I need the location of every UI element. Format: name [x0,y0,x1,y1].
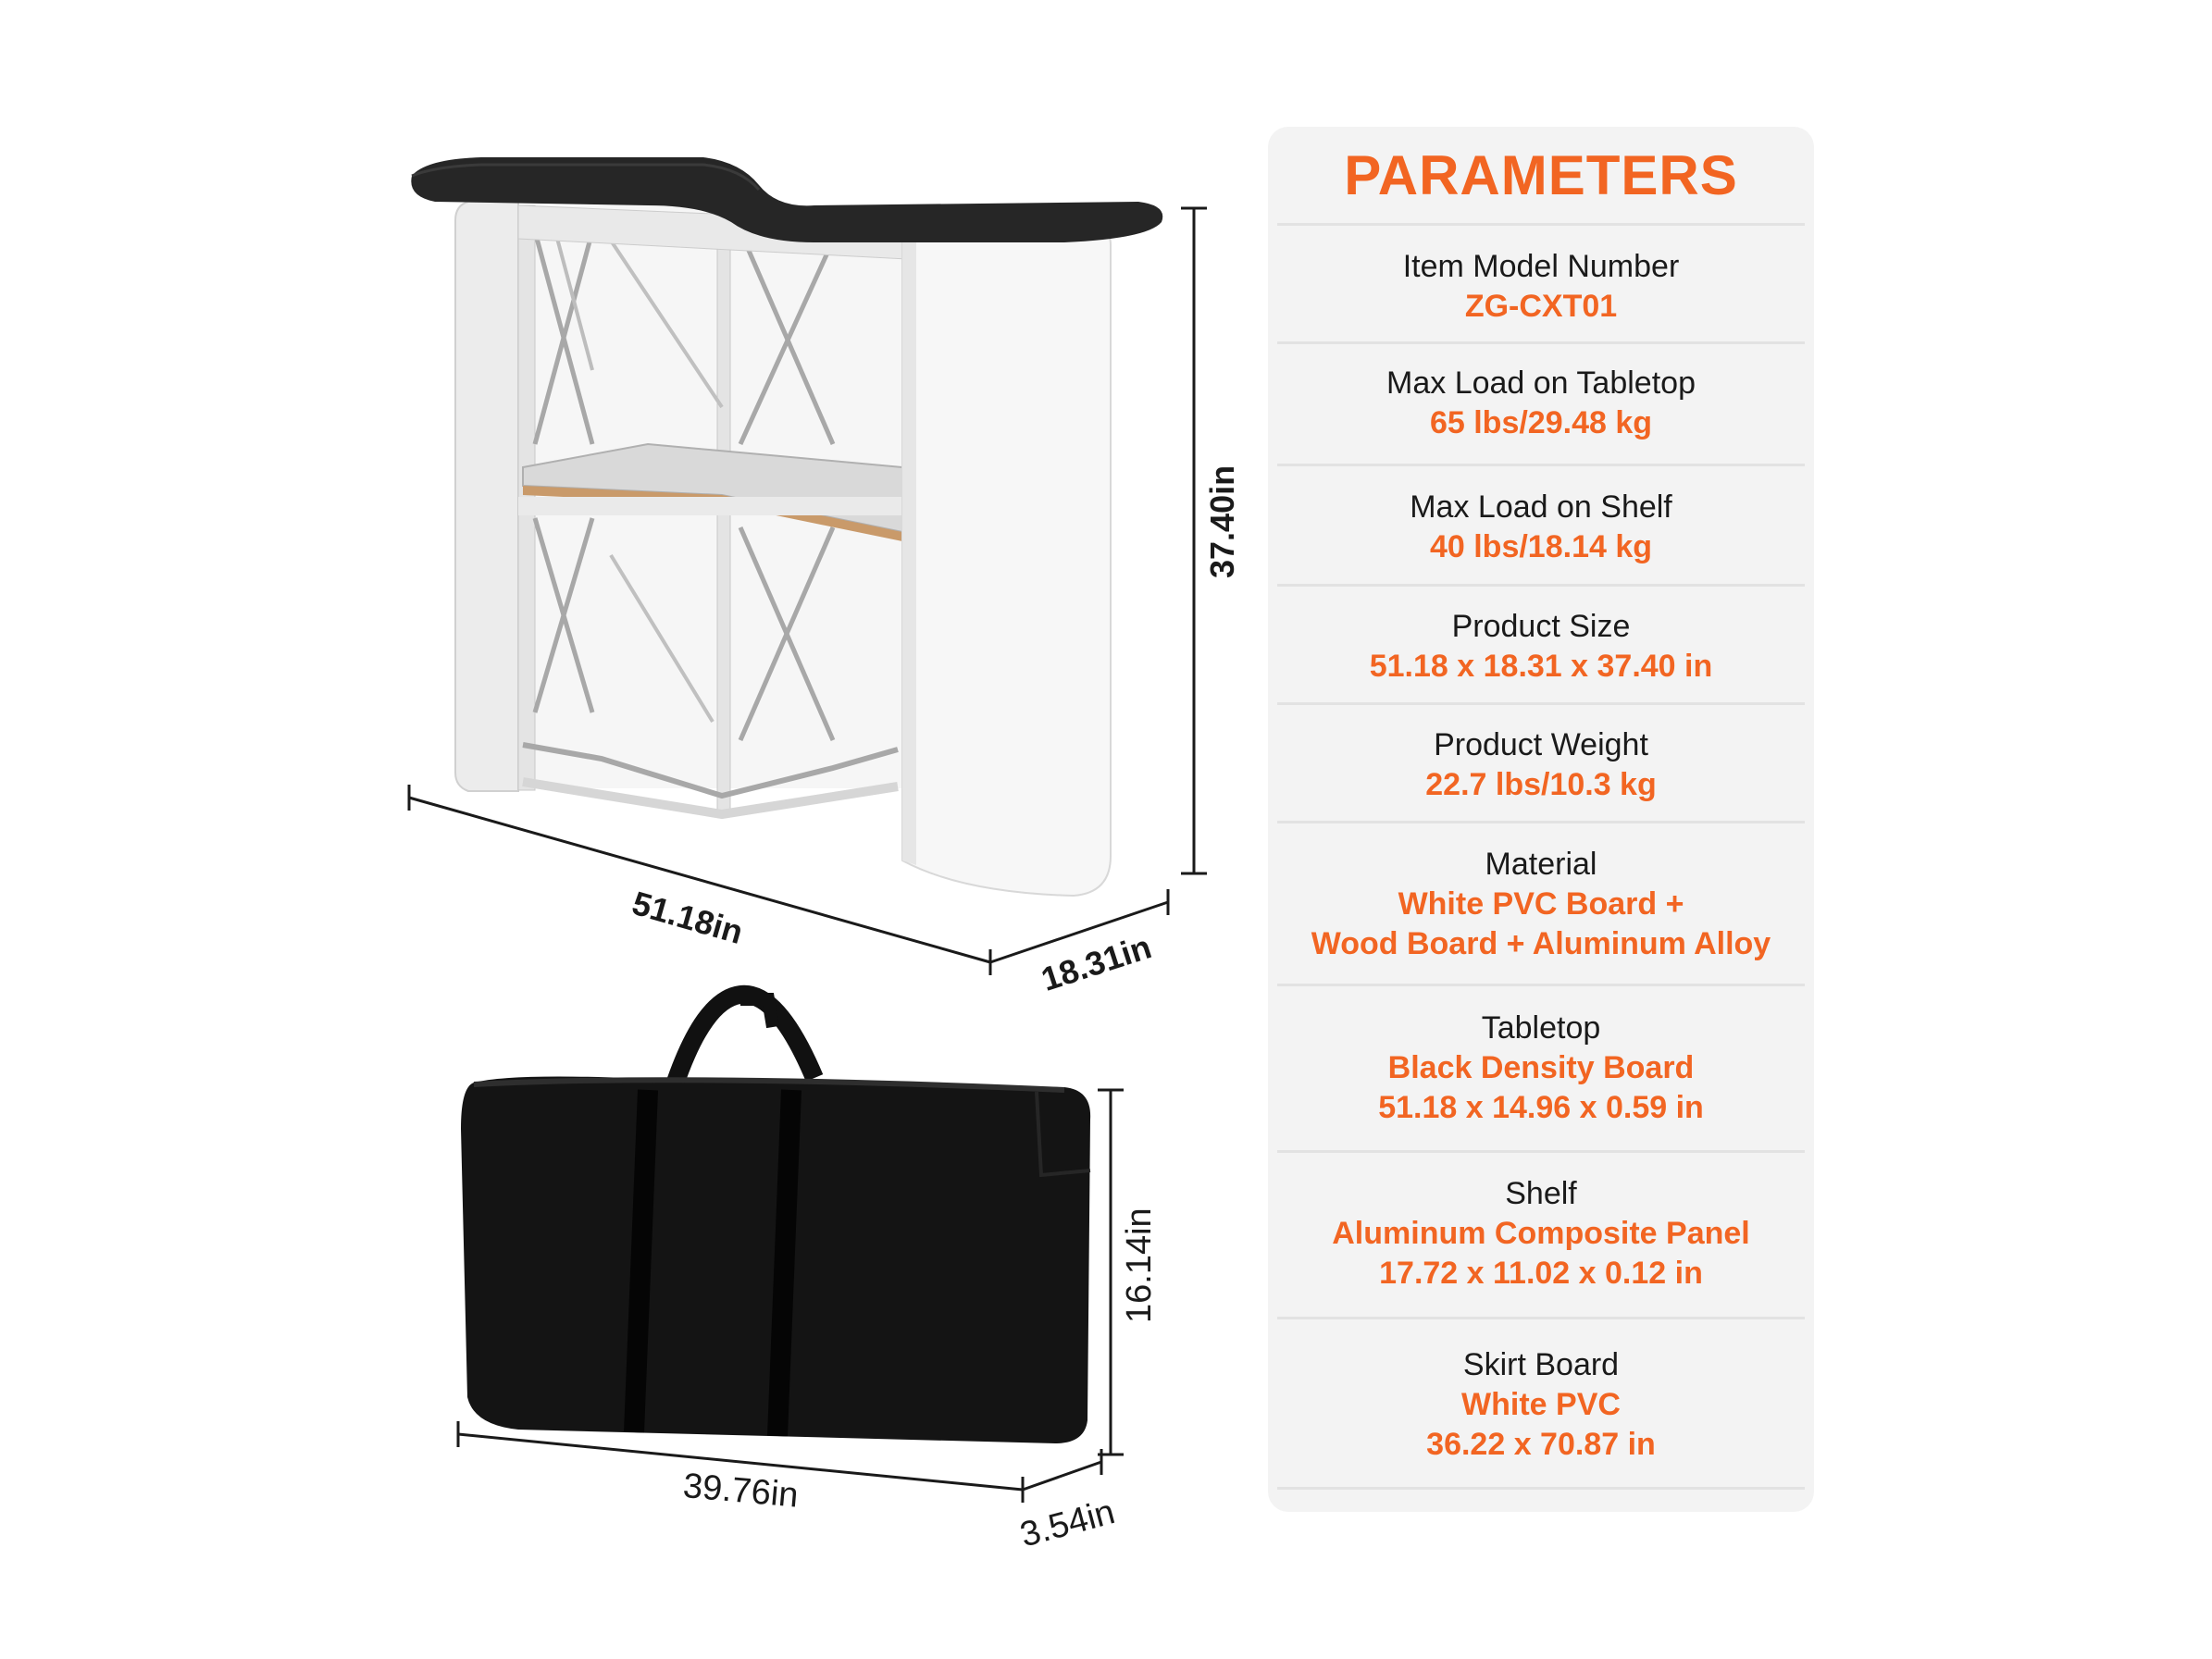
spec-label: Material [1485,847,1597,882]
divider [1277,223,1805,226]
spec-value: White PVC [1461,1387,1621,1422]
spec-shelf [1268,1174,1814,1294]
spec-product-weight [1268,725,1814,805]
parameters-panel [1268,127,1814,1512]
spec-value: Aluminum Composite Panel [1332,1216,1750,1251]
spec-value: 22.7 lbs/10.3 kg [1425,767,1657,802]
spec-value: 51.18 x 14.96 x 0.59 in [1378,1090,1704,1125]
spec-label: Product Weight [1434,727,1648,762]
spec-value: ZG-CXT01 [1464,289,1618,324]
spec-value: 51.18 x 18.31 x 37.40 in [1369,649,1713,684]
bag-height-label: 16.14in [1120,1207,1159,1323]
table-width-label: 51.18in [628,884,748,952]
counter-table-image [411,157,1162,896]
spec-product-size [1268,607,1814,687]
spec-label: Item Model Number [1402,249,1680,284]
spec-value: 36.22 x 70.87 in [1426,1427,1656,1462]
spec-tabletop [1268,1009,1814,1128]
spec-value: 17.72 x 11.02 x 0.12 in [1379,1256,1703,1291]
divider [1277,984,1805,986]
spec-max-load-shelf [1268,488,1814,567]
spec-max-load-tabletop [1268,364,1814,443]
bag-width-label: 39.76in [681,1467,801,1516]
divider [1277,1487,1805,1490]
table-height-label: 37.40in [1203,464,1241,578]
carry-bag-image [461,995,1090,1443]
spec-value: 65 lbs/29.48 kg [1429,405,1653,440]
spec-value: 40 lbs/18.14 kg [1429,529,1653,564]
spec-label: Max Load on Shelf [1410,489,1672,525]
divider [1277,464,1805,466]
divider [1277,584,1805,587]
spec-label: Skirt Board [1462,1347,1620,1382]
spec-item-model-number [1268,247,1814,327]
spec-label: Max Load on Tabletop [1386,365,1696,401]
parameters-title: PARAMETERS [1344,144,1738,206]
divider [1277,1317,1805,1319]
spec-label: Tabletop [1481,1010,1601,1046]
divider [1277,702,1805,705]
bag-depth-label: 3.54in [1016,1492,1119,1555]
spec-value: White PVC Board + [1398,886,1684,922]
table-depth-label: 18.31in [1037,927,1156,998]
spec-material [1268,845,1814,964]
divider [1277,341,1805,344]
spec-label: Product Size [1451,609,1631,644]
spec-skirt-board [1268,1345,1814,1465]
spec-value: Black Density Board [1387,1050,1695,1085]
divider [1277,1150,1805,1153]
divider [1277,821,1805,823]
spec-label: Shelf [1505,1176,1577,1211]
spec-value: Wood Board + Aluminum Alloy [1311,926,1771,961]
